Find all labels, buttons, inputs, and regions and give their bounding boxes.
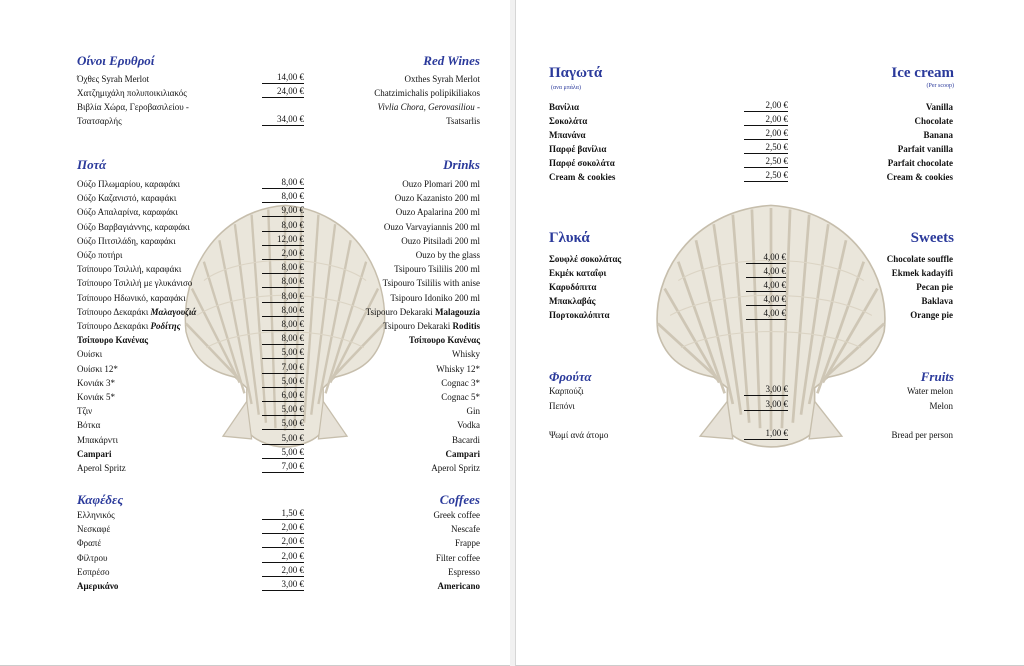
item-name-en: Parfait vanilla bbox=[897, 144, 953, 154]
sweets-title-en: Sweets bbox=[910, 230, 954, 246]
item-name-gr: Τζιν bbox=[77, 406, 93, 417]
item-name-en: Pecan pie bbox=[916, 282, 953, 292]
item-name-en: Tsipouro Idoniko 200 ml bbox=[390, 292, 480, 303]
menu-row bbox=[77, 461, 480, 475]
menu-row bbox=[77, 205, 480, 219]
item-name-en: Ekmek kadayifi bbox=[891, 268, 953, 278]
item-name-en: Ouzo Apalarina 200 ml bbox=[395, 207, 480, 218]
item-name-gr: Νεσκαφέ bbox=[77, 524, 111, 535]
item-price: 9,00 € bbox=[262, 205, 304, 217]
item-name-gr: Τσίπουρο Τσιλιλή με γλυκάνισο bbox=[77, 278, 193, 289]
item-name-gr: Καρπούζι bbox=[549, 386, 584, 396]
item-price: 4,00 € bbox=[746, 280, 786, 292]
item-price: 1,50 € bbox=[262, 508, 304, 520]
coffees-title-en: Coffees bbox=[439, 492, 480, 507]
item-price: 3,00 € bbox=[744, 399, 788, 411]
item-price: 8,00 € bbox=[262, 177, 304, 189]
item-name-en: Filter coffee bbox=[435, 552, 480, 563]
item-price: 8,00 € bbox=[262, 276, 304, 288]
item-name-en: Ouzo Kazanisto 200 ml bbox=[394, 193, 480, 204]
item-name-en: Whisky 12* bbox=[436, 363, 480, 374]
menu-row bbox=[77, 305, 480, 319]
red-wines-title-gr: Οίνοι Ερυθροί bbox=[77, 53, 155, 68]
menu-row bbox=[77, 276, 480, 290]
item-name-en: Espresso bbox=[448, 566, 480, 577]
item-name-gr: Ουίσκι 12* bbox=[77, 363, 118, 374]
item-price: 34,00 € bbox=[262, 114, 304, 126]
menu-row bbox=[77, 319, 480, 333]
menu-row bbox=[549, 294, 953, 308]
item-name-en: Water melon bbox=[906, 386, 953, 396]
item-price: 12,00 € bbox=[262, 234, 304, 246]
item-name-en: Banana bbox=[923, 130, 953, 140]
menu-row bbox=[77, 234, 480, 248]
menu-row bbox=[77, 362, 480, 376]
item-name-gr: Πορτοκαλόπιτα bbox=[549, 310, 610, 320]
item-name-gr: Campari bbox=[77, 448, 112, 459]
item-name-gr: Aperol Spritz bbox=[77, 463, 126, 473]
item-name-en: Bread per person bbox=[891, 430, 953, 440]
item-name-en: Tsatsarlis bbox=[446, 116, 480, 126]
item-name-gr: Τσίπουρο Κανένας bbox=[77, 335, 149, 346]
menu-row bbox=[77, 390, 480, 404]
item-price: 5,00 € bbox=[262, 447, 304, 459]
item-name-gr: Μπανάνα bbox=[549, 130, 586, 140]
menu-row bbox=[77, 262, 480, 276]
menu-row bbox=[77, 177, 480, 191]
menu-row bbox=[77, 376, 480, 390]
menu-row bbox=[77, 404, 480, 418]
item-name-en: Gin bbox=[466, 406, 480, 417]
item-name-gr: Ούζο ποτήρι bbox=[77, 250, 123, 260]
item-price: 4,00 € bbox=[746, 252, 786, 264]
item-price: 2,00 € bbox=[744, 128, 788, 140]
menu-row bbox=[549, 156, 953, 170]
item-price: 7,00 € bbox=[262, 362, 304, 374]
item-name-gr: Κονιάκ 5* bbox=[77, 392, 115, 402]
item-name-gr: Σοκολάτα bbox=[549, 116, 588, 126]
item-price: 5,00 € bbox=[262, 418, 304, 430]
menu-row bbox=[77, 418, 480, 432]
item-name-gr: Μπακάρντι bbox=[77, 434, 119, 445]
item-name-gr: Παρφέ βανίλια bbox=[549, 144, 607, 154]
item-name-gr: Τσίπουρο Δεκαράκι Μαλαγουζιά bbox=[77, 306, 197, 317]
item-name-gr: Αμερικάνο bbox=[77, 581, 119, 591]
item-name-en: Oxthes Syrah Merlot bbox=[404, 74, 480, 84]
item-price: 2,50 € bbox=[744, 170, 788, 182]
menu-row bbox=[77, 291, 480, 305]
item-price: 8,00 € bbox=[262, 291, 304, 303]
right-page bbox=[515, 0, 1024, 666]
item-name-gr: Τσίπουρο Δεκαράκι Ροδίτης bbox=[77, 321, 181, 331]
item-name-en: Ouzo Plomari 200 ml bbox=[402, 179, 480, 189]
item-price: 5,00 € bbox=[262, 347, 304, 359]
menu-row bbox=[549, 170, 953, 184]
coffees-title-gr: Καφέδες bbox=[77, 492, 124, 507]
item-price: 2,00 € bbox=[262, 536, 304, 548]
menu-row bbox=[77, 579, 480, 593]
item-name-en: Campari bbox=[445, 448, 480, 459]
item-name-en: Whisky bbox=[452, 349, 480, 360]
item-price: 4,00 € bbox=[746, 308, 786, 320]
item-price: 4,00 € bbox=[746, 266, 786, 278]
item-name-gr: Τσίπουρο Τσιλιλή, καραφάκι bbox=[77, 264, 182, 275]
item-name-en: Bacardi bbox=[452, 434, 480, 445]
sweets-title-gr: Γλυκά bbox=[549, 230, 590, 246]
menu-row bbox=[77, 248, 480, 262]
item-name-gr: Ούζο Βαρβαγιάννης, καραφάκι bbox=[77, 221, 190, 232]
item-price: 3,00 € bbox=[262, 579, 304, 591]
item-name-gr: Παρφέ σοκολάτα bbox=[549, 158, 615, 168]
left-page bbox=[0, 0, 510, 666]
item-name-gr: Τσίπουρο Ηδωνικό, καραφάκι bbox=[77, 292, 186, 303]
menu-row bbox=[77, 347, 480, 361]
item-name-gr: Ελληνικός bbox=[77, 510, 115, 520]
fruits-title-en: Fruits bbox=[920, 369, 954, 384]
item-name-en: Cream & cookies bbox=[886, 172, 953, 182]
item-name-en: Greek coffee bbox=[433, 510, 480, 520]
menu-row bbox=[77, 522, 480, 536]
item-name-gr: Ουίσκι bbox=[77, 349, 103, 360]
menu-row bbox=[549, 428, 953, 442]
item-name-gr: Ούζο Πλωμαρίου, καραφάκι bbox=[77, 179, 181, 189]
item-price: 14,00 € bbox=[262, 72, 304, 84]
item-name-en: Tsipouro Dekaraki Roditis bbox=[383, 321, 480, 331]
item-price: 7,00 € bbox=[262, 461, 304, 473]
menu-row bbox=[549, 266, 953, 280]
menu-row bbox=[77, 333, 480, 347]
item-price: 8,00 € bbox=[262, 262, 304, 274]
item-price: 8,00 € bbox=[262, 333, 304, 345]
item-price: 3,00 € bbox=[744, 384, 788, 396]
item-name-en: Melon bbox=[929, 401, 953, 411]
menu-row bbox=[77, 191, 480, 205]
item-name-en: Chocolate souffle bbox=[886, 254, 953, 264]
item-name-en: Nescafe bbox=[451, 524, 480, 535]
item-name-gr: Σουφλέ σοκολάτας bbox=[549, 254, 622, 264]
item-name-gr: Εσπρέσο bbox=[77, 566, 110, 577]
item-price: 2,00 € bbox=[744, 114, 788, 126]
item-name-en: Ouzo Varvayiannis 200 ml bbox=[383, 221, 480, 232]
item-name-gr: Πεπόνι bbox=[549, 401, 575, 411]
item-name-gr: Τσατσαρλής bbox=[77, 116, 122, 126]
item-name-gr: Όχθες Syrah Merlot bbox=[77, 74, 150, 84]
menu-row bbox=[549, 114, 953, 128]
item-name-en: Ouzo by the glass bbox=[415, 250, 480, 260]
menu-row bbox=[549, 128, 953, 142]
item-name-en: Vanilla bbox=[925, 102, 953, 112]
red-wines-title-en: Red Wines bbox=[423, 53, 480, 68]
item-name-gr: Ψωμί ανά άτομο bbox=[549, 430, 609, 440]
item-name-en: Aperol Spritz bbox=[431, 463, 480, 473]
menu-row bbox=[77, 220, 480, 234]
item-name-en: Chocolate bbox=[914, 116, 953, 126]
menu-row bbox=[77, 100, 480, 114]
item-name-gr: Φραπέ bbox=[77, 538, 102, 549]
item-name-en: Vivlia Chora, Gerovasiliou - bbox=[377, 102, 480, 112]
menu-row bbox=[549, 280, 953, 294]
item-price: 8,00 € bbox=[262, 191, 304, 203]
item-price: 8,00 € bbox=[262, 220, 304, 232]
item-name-en: Cognac 5* bbox=[441, 392, 480, 402]
item-price: 2,00 € bbox=[262, 248, 304, 260]
menu-row bbox=[77, 565, 480, 579]
item-name-gr: Μπακλαβάς bbox=[549, 296, 596, 306]
menu-row bbox=[549, 142, 953, 156]
item-price: 1,00 € bbox=[744, 428, 788, 440]
menu-row bbox=[77, 508, 480, 522]
item-name-gr: Κονιάκ 3* bbox=[77, 377, 115, 388]
item-name-en: Tsipouro Tsililis 200 ml bbox=[394, 264, 480, 275]
item-price: 5,00 € bbox=[262, 433, 304, 445]
menu-row bbox=[77, 433, 480, 447]
item-name-gr: Εκμέκ καταΐφι bbox=[549, 268, 607, 278]
item-name-gr: Καρυδόπιτα bbox=[549, 282, 597, 292]
item-name-gr: Βιβλία Χώρα, Γεροβασιλείου - bbox=[77, 102, 189, 112]
menu-row bbox=[77, 536, 480, 550]
item-name-en: Chatzimichalis polipikiliakos bbox=[374, 88, 480, 98]
ice-cream-subtitle-gr: (ανα μπάλα) bbox=[551, 85, 581, 91]
menu-row bbox=[77, 72, 480, 86]
item-price: 8,00 € bbox=[262, 305, 304, 317]
menu-row bbox=[549, 399, 953, 413]
ice-cream-title-gr: Παγωτά bbox=[549, 65, 603, 81]
menu-row bbox=[549, 308, 953, 322]
item-name-gr: Βανίλια bbox=[549, 102, 580, 112]
item-name-en: Τσίπουρο Κανένας bbox=[408, 335, 480, 346]
menu-row bbox=[549, 252, 953, 266]
item-name-en: Ouzo Pitsiladi 200 ml bbox=[401, 235, 480, 246]
item-price: 2,50 € bbox=[744, 156, 788, 168]
item-name-gr: Χατζημιχάλη πολυποικιλιακός bbox=[77, 88, 187, 98]
item-name-gr: Φίλτρου bbox=[77, 552, 108, 563]
item-price: 6,00 € bbox=[262, 390, 304, 402]
item-price: 4,00 € bbox=[746, 294, 786, 306]
item-name-gr: Ούζο Πιτσιλάδη, καραφάκι bbox=[77, 235, 176, 246]
item-name-en: Parfait chocolate bbox=[887, 158, 953, 168]
ice-cream-subtitle-en: (Per scoop) bbox=[926, 83, 954, 89]
item-price: 2,00 € bbox=[262, 522, 304, 534]
item-name-gr: Cream & cookies bbox=[549, 172, 616, 182]
item-price: 5,00 € bbox=[262, 404, 304, 416]
menu-row bbox=[77, 551, 480, 565]
item-name-en: Tsipouro Tsililis with anise bbox=[382, 278, 480, 289]
item-name-en: Cognac 3* bbox=[441, 377, 480, 388]
item-name-en: Baklava bbox=[921, 296, 953, 306]
item-name-en: Frappe bbox=[455, 538, 480, 549]
menu-row bbox=[77, 114, 480, 128]
ice-cream-title-en: Ice cream bbox=[891, 65, 954, 81]
item-name-en: Americano bbox=[437, 581, 480, 591]
item-name-gr: Ούζο Απαλαρίνα, καραφάκι bbox=[77, 207, 178, 218]
drinks-title-en: Drinks bbox=[443, 157, 480, 172]
fruits-title-gr: Φρούτα bbox=[549, 369, 592, 384]
item-name-gr: Βότκα bbox=[77, 420, 101, 431]
menu-row bbox=[549, 384, 953, 398]
item-price: 2,00 € bbox=[744, 100, 788, 112]
scallop-shell-image bbox=[651, 200, 891, 455]
item-name-en: Vodka bbox=[457, 420, 480, 431]
item-price: 8,00 € bbox=[262, 319, 304, 331]
drinks-title-gr: Ποτά bbox=[77, 157, 107, 172]
item-price: 2,00 € bbox=[262, 565, 304, 577]
item-price: 2,00 € bbox=[262, 551, 304, 563]
menu-row bbox=[77, 447, 480, 461]
menu-row bbox=[77, 86, 480, 100]
item-name-gr: Ούζο Καζανιστό, καραφάκι bbox=[77, 193, 177, 204]
item-price: 24,00 € bbox=[262, 86, 304, 98]
item-price: 2,50 € bbox=[744, 142, 788, 154]
item-price: 5,00 € bbox=[262, 376, 304, 388]
menu-row bbox=[549, 100, 953, 114]
item-name-en: Orange pie bbox=[910, 310, 953, 320]
item-name-en: Tsipouro Dekaraki Malagouzia bbox=[365, 306, 480, 317]
